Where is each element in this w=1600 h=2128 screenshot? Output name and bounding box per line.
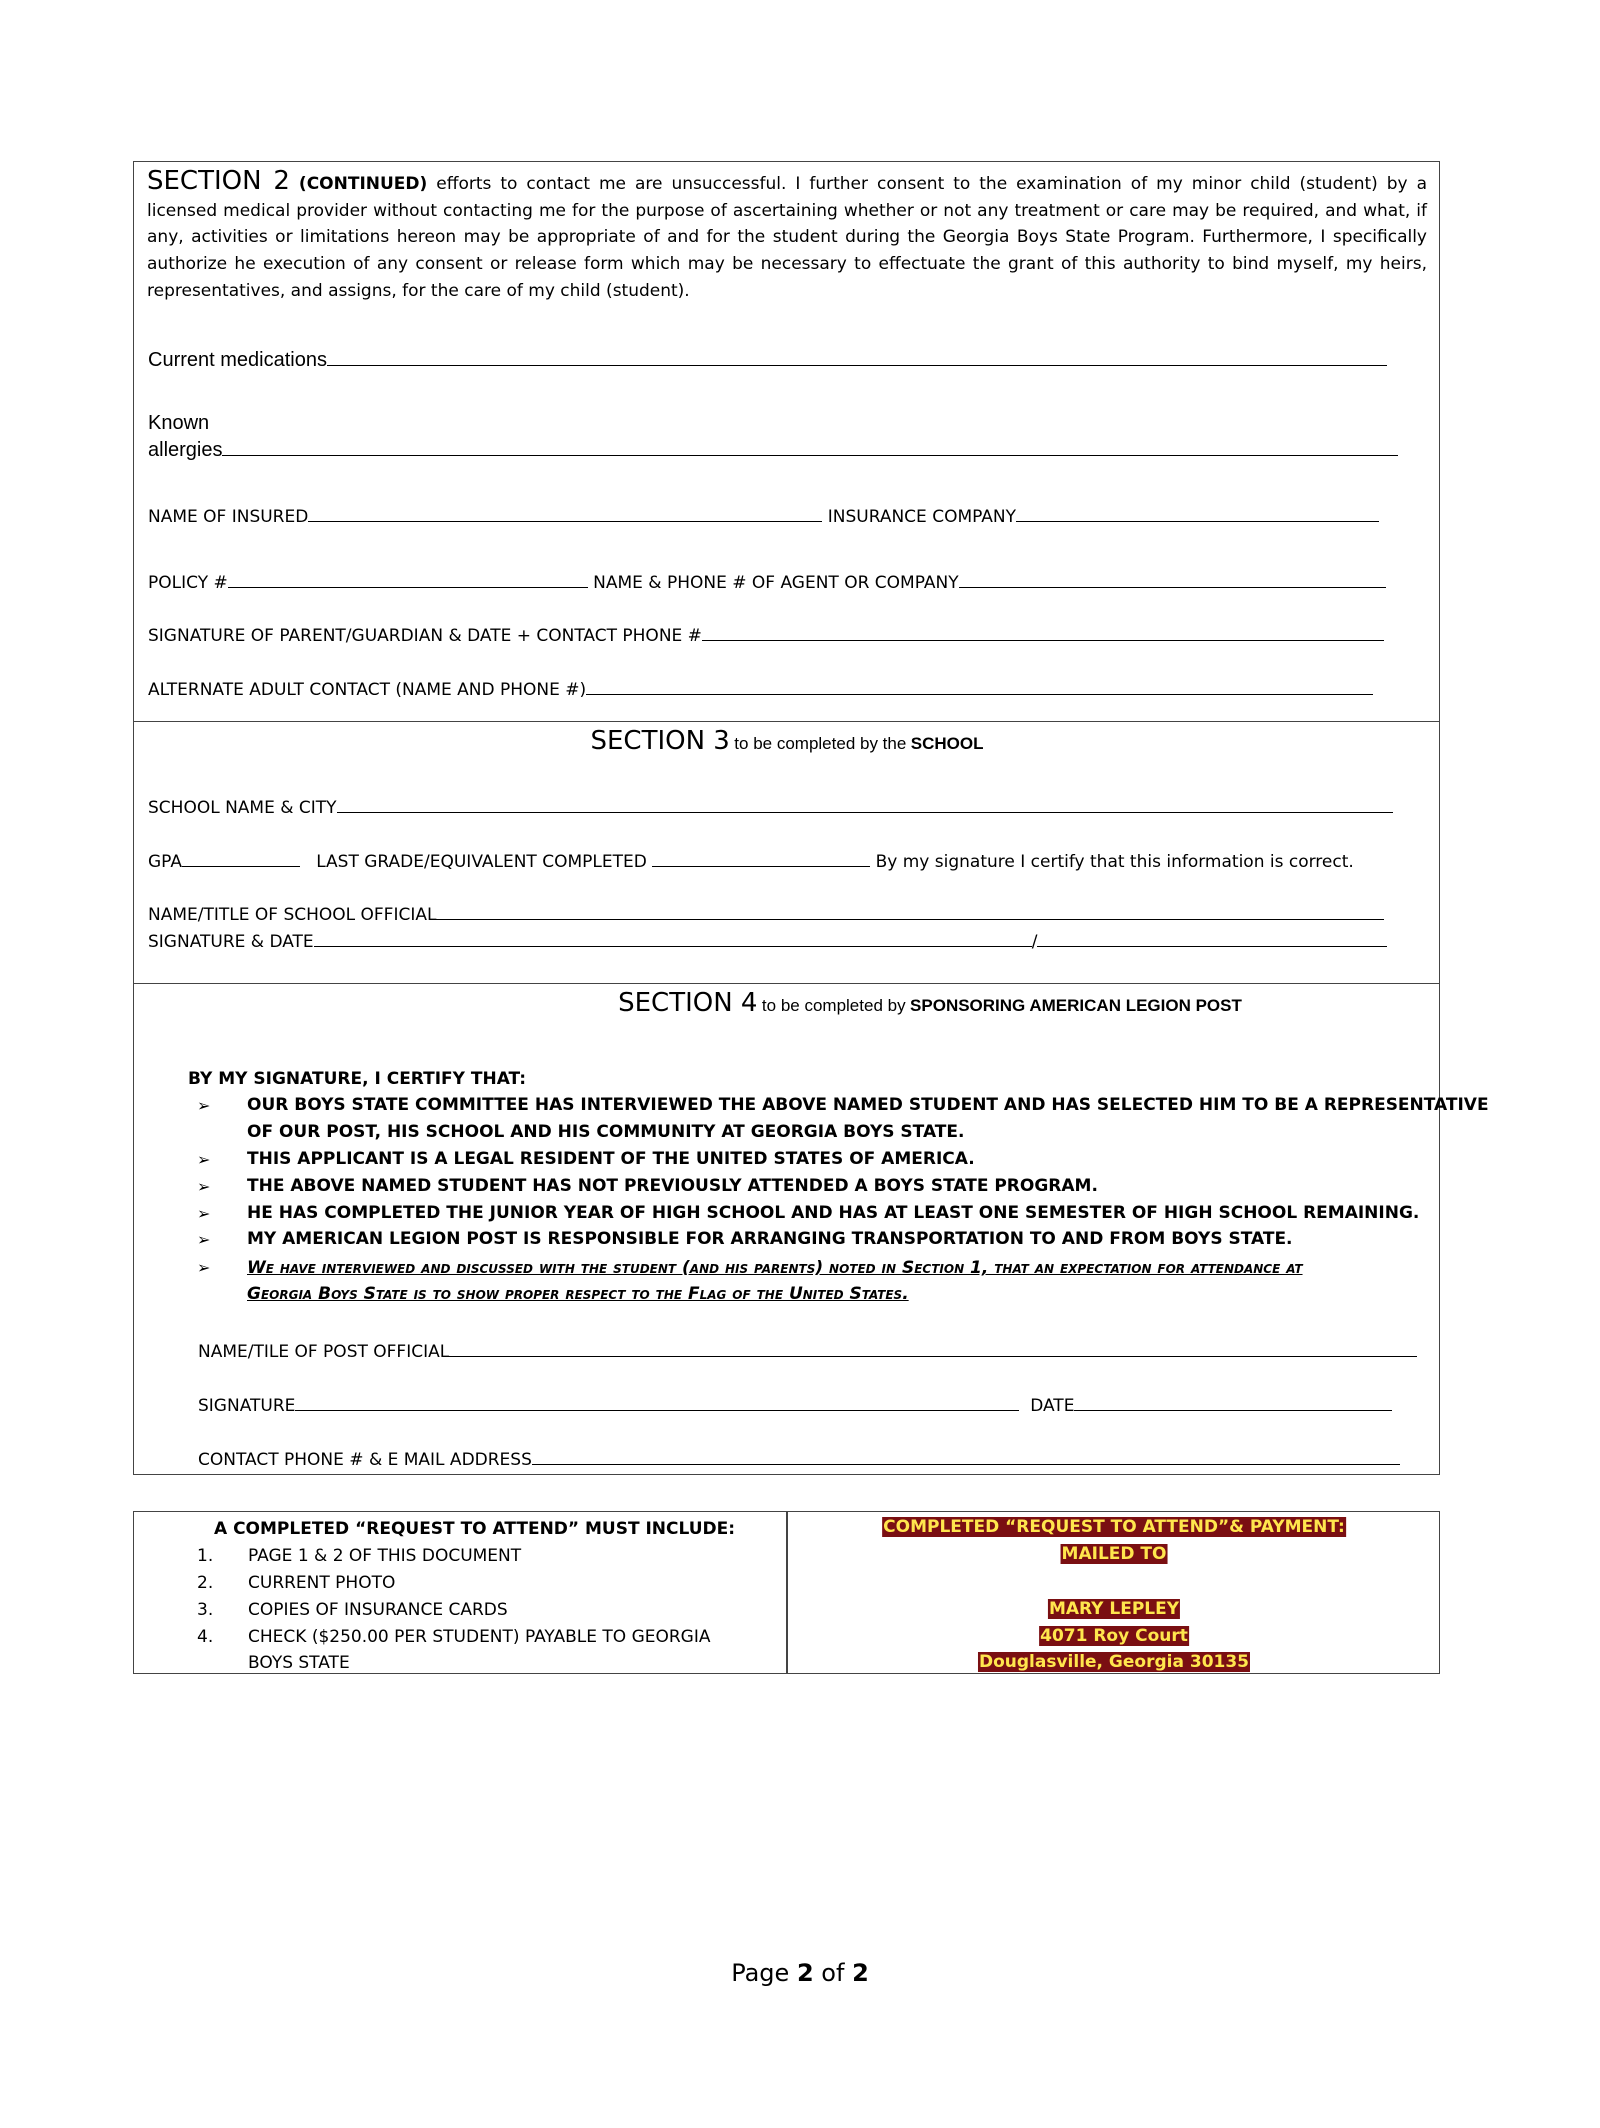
policy-field[interactable] bbox=[148, 570, 1386, 593]
post-date-label: DATE bbox=[1030, 1396, 1075, 1416]
current-medications-field[interactable] bbox=[148, 348, 1387, 372]
section-3-header bbox=[590, 726, 983, 756]
school-signature-field[interactable] bbox=[148, 929, 1387, 952]
post-contact-label: CONTACT PHONE # & E MAIL ADDRESS bbox=[198, 1450, 532, 1470]
mail-street-text: 4071 Roy Court bbox=[1040, 1626, 1188, 1646]
allergies-line bbox=[222, 438, 1398, 456]
summary-box bbox=[133, 1511, 1440, 1674]
section-4-header bbox=[618, 988, 1242, 1018]
certify-item: THIS APPLICANT IS A LEGAL RESIDENT OF THE UNITED STATES OF AMERICA. bbox=[247, 1149, 975, 1169]
page-of: of bbox=[821, 1959, 845, 1987]
school-certify-text: By my signature I certify that this information is correct. bbox=[875, 852, 1354, 872]
section-3-heading: SECTION 3 bbox=[590, 726, 730, 756]
arrow-bullet-icon: ➢ bbox=[197, 1150, 211, 1169]
section-4-box bbox=[133, 983, 1489, 1475]
current-medications-line bbox=[327, 348, 1387, 366]
school-name-city-field[interactable] bbox=[148, 795, 1393, 818]
certify-item: THE ABOVE NAMED STUDENT HAS NOT PREVIOUSLY ATTENDED A BOYS STATE PROGRAM. bbox=[247, 1176, 1098, 1196]
mail-to bbox=[1061, 1544, 1168, 1564]
certify-item: MY AMERICAN LEGION POST IS RESPONSIBLE FOR ARRANGING TRANSPORTATION TO AND FROM BOYS STATE. bbox=[247, 1229, 1293, 1249]
section-2-continued: (CONTINUED) bbox=[298, 174, 428, 194]
arrow-bullet-icon: ➢ bbox=[197, 1096, 211, 1115]
arrow-bullet-icon: ➢ bbox=[197, 1230, 211, 1249]
list-item-continued: BOYS STATE bbox=[248, 1653, 350, 1673]
last-grade-line[interactable] bbox=[652, 849, 870, 867]
post-signature-label: SIGNATURE bbox=[198, 1396, 296, 1416]
school-signature-line bbox=[314, 929, 1032, 947]
school-name-city-line bbox=[337, 795, 1393, 813]
list-num: 1. bbox=[197, 1546, 214, 1566]
list-item: COPIES OF INSURANCE CARDS bbox=[248, 1600, 508, 1620]
policy-line bbox=[228, 570, 588, 588]
post-official-field[interactable] bbox=[198, 1339, 1417, 1362]
section-2-box bbox=[133, 161, 1440, 722]
section-4-sub: to be completed by bbox=[761, 996, 906, 1015]
post-contact-field[interactable] bbox=[198, 1447, 1400, 1470]
name-of-insured-label: NAME OF INSURED bbox=[148, 507, 309, 527]
section-2-paragraph bbox=[147, 168, 1427, 305]
post-official-label: NAME/TILE OF POST OFFICIAL bbox=[198, 1342, 450, 1362]
post-signature-field[interactable] bbox=[198, 1393, 1392, 1416]
list-num: 4. bbox=[197, 1627, 214, 1647]
flag-statement-line-1: We have interviewed and discussed with the student (and his parents) noted in Section 1, that an expectation for attendance at bbox=[247, 1258, 1303, 1278]
arrow-bullet-icon: ➢ bbox=[197, 1258, 211, 1277]
gpa-line[interactable] bbox=[182, 849, 300, 867]
section-3-sub-bold: SCHOOL bbox=[910, 734, 984, 753]
known-label: Known bbox=[148, 412, 210, 434]
certify-item: OF OUR POST, HIS SCHOOL AND HIS COMMUNITY AT GEORGIA BOYS STATE. bbox=[247, 1122, 965, 1142]
insurance-company-label: INSURANCE COMPANY bbox=[827, 507, 1017, 527]
slash: / bbox=[1031, 932, 1038, 952]
signature-parent-field[interactable] bbox=[148, 623, 1384, 646]
section-4-sub-bold: SPONSORING AMERICAN LEGION POST bbox=[910, 996, 1242, 1015]
flag-statement-line-2: Georgia Boys State is to show proper respect to the Flag of the United States. bbox=[247, 1284, 909, 1304]
page-footer bbox=[0, 1959, 1600, 1987]
alternate-contact-field[interactable] bbox=[148, 677, 1373, 700]
agent-line bbox=[959, 570, 1386, 588]
mail-name bbox=[1048, 1599, 1180, 1619]
post-date-line bbox=[1074, 1393, 1392, 1411]
signature-parent-line bbox=[702, 623, 1384, 641]
signature-parent-label: SIGNATURE OF PARENT/GUARDIAN & DATE + CONTACT PHONE # bbox=[148, 626, 702, 646]
list-num: 2. bbox=[197, 1573, 214, 1593]
certify-intro: BY MY SIGNATURE, I CERTIFY THAT: bbox=[188, 1069, 527, 1089]
name-of-insured-field[interactable] bbox=[148, 504, 1379, 527]
arrow-bullet-icon: ➢ bbox=[197, 1177, 211, 1196]
agent-label: NAME & PHONE # OF AGENT OR COMPANY bbox=[593, 573, 959, 593]
mail-heading-text: COMPLETED “REQUEST TO ATTEND”& PAYMENT: bbox=[883, 1517, 1345, 1537]
arrow-bullet-icon: ➢ bbox=[197, 1204, 211, 1223]
mail-name-text: MARY LEPLEY bbox=[1048, 1599, 1180, 1619]
page-number: 2 bbox=[796, 1959, 814, 1987]
list-item: CHECK ($250.00 PER STUDENT) PAYABLE TO GEORGIA bbox=[248, 1627, 711, 1647]
current-medications-label: Current medications bbox=[148, 349, 327, 371]
mail-city-text: Douglasville, Georgia 30135 bbox=[978, 1652, 1250, 1672]
school-official-line bbox=[436, 902, 1384, 920]
certify-item: HE HAS COMPLETED THE JUNIOR YEAR OF HIGH SCHOOL AND HAS AT LEAST ONE SEMESTER OF HIGH SCHOOL REMAINING. bbox=[247, 1203, 1420, 1223]
post-official-line bbox=[449, 1339, 1417, 1357]
page-total: 2 bbox=[852, 1959, 869, 1987]
alternate-contact-label: ALTERNATE ADULT CONTACT (NAME AND PHONE #) bbox=[148, 680, 587, 700]
school-date-line bbox=[1037, 929, 1387, 947]
school-signature-label: SIGNATURE & DATE bbox=[148, 932, 314, 952]
post-contact-line bbox=[532, 1447, 1400, 1465]
gpa-label: GPA bbox=[148, 852, 182, 872]
list-item: PAGE 1 & 2 OF THIS DOCUMENT bbox=[248, 1546, 522, 1566]
page-prefix: Page bbox=[731, 1959, 790, 1987]
gpa-row bbox=[148, 849, 1354, 872]
school-official-label: NAME/TITLE OF SCHOOL OFFICIAL bbox=[148, 905, 437, 925]
mail-city bbox=[978, 1652, 1250, 1672]
mail-street bbox=[1039, 1626, 1189, 1646]
name-of-insured-line bbox=[308, 504, 822, 522]
allergies-label: allergies bbox=[148, 439, 223, 461]
alternate-contact-line bbox=[586, 677, 1373, 695]
summary-divider bbox=[786, 1512, 788, 1673]
allergies-field[interactable] bbox=[148, 438, 1398, 462]
school-official-field[interactable] bbox=[148, 902, 1384, 925]
section-3-box bbox=[133, 721, 1440, 984]
list-item: CURRENT PHOTO bbox=[248, 1573, 396, 1593]
certify-item: OUR BOYS STATE COMMITTEE HAS INTERVIEWED THE ABOVE NAMED STUDENT AND HAS SELECTED HIM TO BE A REPRESENTATIVE bbox=[247, 1095, 1489, 1115]
section-4-heading: SECTION 4 bbox=[618, 988, 758, 1018]
policy-label: POLICY # bbox=[148, 573, 228, 593]
insurance-company-line bbox=[1016, 504, 1379, 522]
section-2-heading: SECTION 2 bbox=[147, 166, 290, 196]
school-name-city-label: SCHOOL NAME & CITY bbox=[148, 798, 337, 818]
list-num: 3. bbox=[197, 1600, 214, 1620]
summary-left-title: A COMPLETED “REQUEST TO ATTEND” MUST INCLUDE: bbox=[214, 1519, 736, 1539]
post-signature-line bbox=[295, 1393, 1019, 1411]
mail-heading bbox=[882, 1517, 1346, 1537]
last-grade-label: LAST GRADE/EQUIVALENT COMPLETED bbox=[316, 852, 647, 872]
section-3-sub: to be completed by the bbox=[734, 734, 907, 753]
mail-to-text: MAILED TO bbox=[1061, 1544, 1167, 1564]
section-2-text: efforts to contact me are unsuccessful. I further consent to the examination of my minor child (student) by a licensed medical provider without contacting me for the purpose of ascertaining whether or not any treatment or care may be required, and what, if any, activities or limitations hereon may be appropriate of and for the student during the Georgia Boys State Program. Furthermore, I specifically authorize he execution of any consent or release form which may be necessary to effectuate the grant of this authority to bind myself, my heirs, representatives, and assigns, for the care of my child (student). bbox=[147, 174, 1428, 301]
